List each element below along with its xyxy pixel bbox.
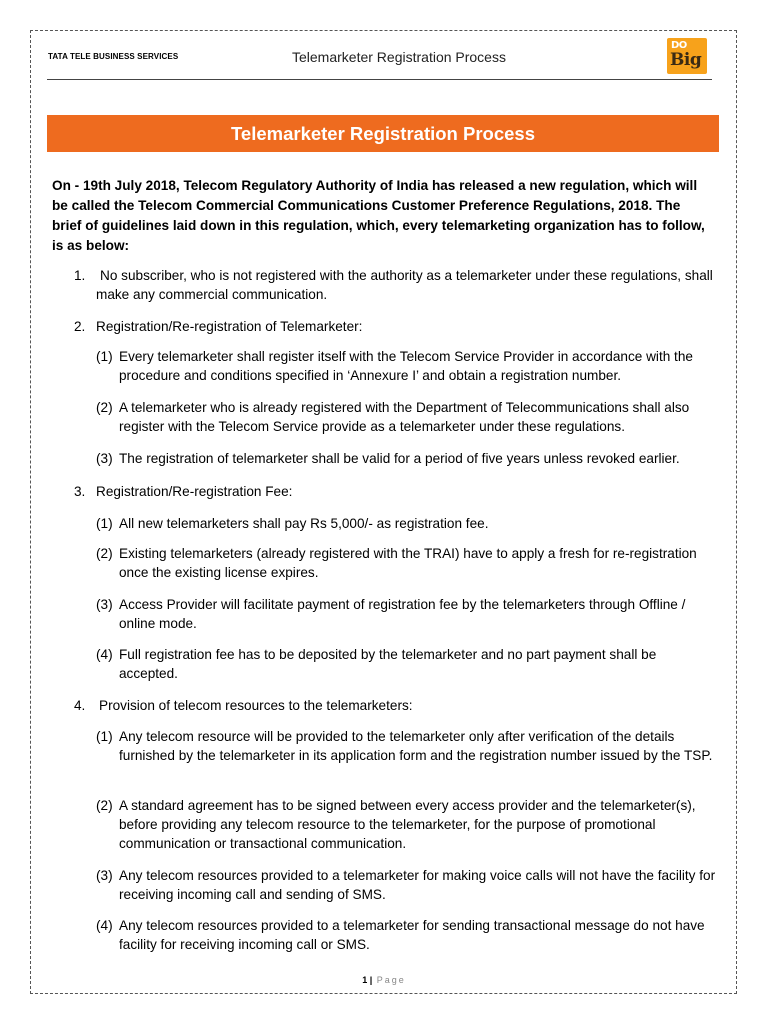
sub-item-number: (3) [96, 451, 113, 466]
list-item-text: Registration/Re-registration of Telemarketer: [96, 319, 363, 334]
list-item-2 [74, 317, 714, 336]
sub-item-number: (2) [96, 798, 113, 813]
list-item-text: Registration/Re-registration Fee: [96, 484, 293, 499]
page-label: Page [376, 975, 406, 985]
sub-item-number: (2) [96, 546, 113, 561]
sub-item-4-2 [96, 796, 716, 853]
list-item-number: 2. [74, 319, 86, 334]
sub-item-2-2 [96, 398, 716, 436]
sub-item-3-4 [96, 645, 716, 683]
sub-item-4-3 [96, 866, 716, 904]
sub-item-number: (2) [96, 400, 113, 415]
sub-item-number: (1) [96, 729, 113, 744]
header-divider [47, 79, 712, 80]
sub-item-4-4 [96, 916, 716, 954]
sub-item-text: A standard agreement has to be signed between every access provider and the telemarketer(s), before providing any telecom resource to the telemarketer, for the purpose of promotional communication or transactional communication. [119, 798, 696, 851]
sub-item-text: Any telecom resource will be provided to the telemarketer only after verification of the details furnished by the telemarketer in its application form and the registration number issued by the TSP. [119, 729, 713, 763]
sub-item-text: All new telemarketers shall pay Rs 5,000/- as registration fee. [119, 516, 489, 531]
header-document-title: Telemarketer Registration Process [292, 49, 506, 65]
list-item-3 [74, 482, 714, 501]
sub-item-text: Every telemarketer shall register itself with the Telecom Service Provider in accordance with the procedure and conditions specified in ‘Annexure I’ and obtain a registration number. [119, 349, 693, 383]
sub-item-3-1 [96, 514, 716, 533]
sub-item-number: (1) [96, 516, 113, 531]
list-item-number: 1. [74, 268, 86, 283]
sub-item-number: (4) [96, 918, 113, 933]
do-big-logo [667, 38, 707, 74]
page-separator: | [369, 975, 373, 985]
intro-paragraph: On - 19th July 2018, Telecom Regulatory Authority of India has released a new regulation, which will be called the Telecom Commercial Communications Customer Preference Regulations, 2018. The brief of guidelines laid down in this regulation, which, every telemarketing organization has to follow, is as below: [52, 178, 705, 253]
sub-item-text: Access Provider will facilitate payment of registration fee by the telemarketers through Offline / online mode. [119, 597, 686, 631]
list-item-text: No subscriber, who is not registered with the authority as a telemarketer under these regulations, shall make any commercial communication. [96, 268, 713, 302]
sub-item-number: (4) [96, 647, 113, 662]
list-item-number: 3. [74, 484, 86, 499]
sub-item-number: (1) [96, 349, 113, 364]
sub-item-4-1 [96, 727, 716, 765]
sub-item-3-2 [96, 544, 716, 582]
sub-item-2-1 [96, 347, 716, 385]
list-item-1 [74, 266, 714, 304]
sub-item-number: (3) [96, 868, 113, 883]
sub-item-text: The registration of telemarketer shall be valid for a period of five years unless revoked earlier. [119, 451, 680, 466]
page-number: 1 [362, 975, 368, 985]
sub-item-text: Any telecom resources provided to a telemarketer for making voice calls will not have the facility for receiving incoming call and sending of SMS. [119, 868, 716, 902]
sub-item-text: A telemarketer who is already registered with the Department of Telecommunications shall also register with the Telecom Service provide as a telemarketer under these regulations. [119, 400, 690, 434]
header-company-name: TATA TELE BUSINESS SERVICES [48, 52, 179, 61]
sub-item-number: (3) [96, 597, 113, 612]
title-banner: Telemarketer Registration Process [47, 115, 719, 152]
sub-item-text: Any telecom resources provided to a telemarketer for sending transactional message do not have facility for receiving incoming call or SMS. [119, 918, 705, 952]
sub-item-text: Existing telemarketers (already registered with the TRAI) have to apply a fresh for re-registration once the existing license expires. [119, 546, 697, 580]
logo-top-text: DO [671, 40, 687, 51]
sub-item-2-3 [96, 449, 716, 468]
sub-item-text: Full registration fee has to be deposited by the telemarketer and no part payment shall be accepted. [119, 647, 657, 681]
logo-bottom-text: Big [670, 50, 702, 70]
page-footer [0, 975, 768, 985]
list-item-text: Provision of telecom resources to the telemarketers: [99, 698, 413, 713]
list-item-number: 4. [74, 698, 86, 713]
sub-item-3-3 [96, 595, 716, 633]
list-item-4 [74, 696, 714, 715]
